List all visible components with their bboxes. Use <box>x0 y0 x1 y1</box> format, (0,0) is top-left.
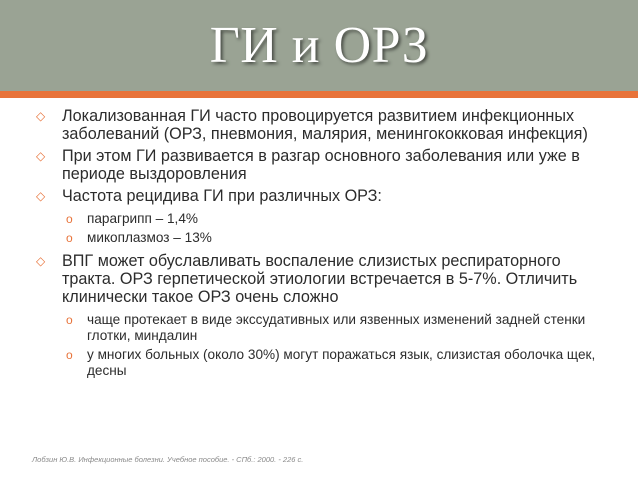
circle-bullet-icon <box>66 347 73 363</box>
circle-bullet-icon <box>66 230 73 246</box>
bullet-item <box>36 187 602 205</box>
source-footnote: Лобзин Ю.В. Инфекционные болезни. Учебное пособие. - СПб.: 2000. - 226 с. <box>32 455 304 464</box>
sub-item <box>36 312 602 344</box>
diamond-bullet-icon <box>36 110 48 122</box>
bullet-text: Локализованная ГИ часто провоцируется развитием инфекционных заболеваний (ОРЗ, пневмония, малярия, менингококковая инфекция) <box>62 107 588 143</box>
sub-item <box>36 230 602 246</box>
circle-bullet-icon <box>66 211 73 227</box>
sub-text: парагрипп – 1,4% <box>87 211 198 226</box>
bullet-item <box>36 147 602 183</box>
diamond-bullet-icon <box>36 255 48 267</box>
slide-content <box>36 107 602 385</box>
bullet-item <box>36 252 602 306</box>
sub-item <box>36 211 602 227</box>
sub-list <box>36 211 602 246</box>
circle-bullet-icon <box>66 312 73 328</box>
sub-text: микоплазмоз – 13% <box>87 230 212 245</box>
bullet-item <box>36 107 602 143</box>
accent-divider <box>0 91 638 98</box>
sub-text: у многих больных (около 30%) могут поражаться язык, слизистая оболочка щек, десны <box>87 347 596 378</box>
sub-text: чаще протекает в виде экссудативных или язвенных изменений задней стенки глотки, миндалин <box>87 312 586 343</box>
bullet-text: При этом ГИ развивается в разгар основного заболевания или уже в периоде выздоровления <box>62 147 580 183</box>
sub-list <box>36 312 602 379</box>
slide-title: ГИ и ОРЗ <box>209 17 429 74</box>
diamond-bullet-icon <box>36 190 48 202</box>
sub-item <box>36 347 602 379</box>
bullet-text: Частота рецидива ГИ при различных ОРЗ: <box>62 187 382 205</box>
bullet-text: ВПГ может обуславливать воспаление слизистых респираторного тракта. ОРЗ герпетической этиологии встречается в 5-7%. Отличить клинически такое ОРЗ очень сложно <box>62 252 578 306</box>
diamond-bullet-icon <box>36 150 48 162</box>
